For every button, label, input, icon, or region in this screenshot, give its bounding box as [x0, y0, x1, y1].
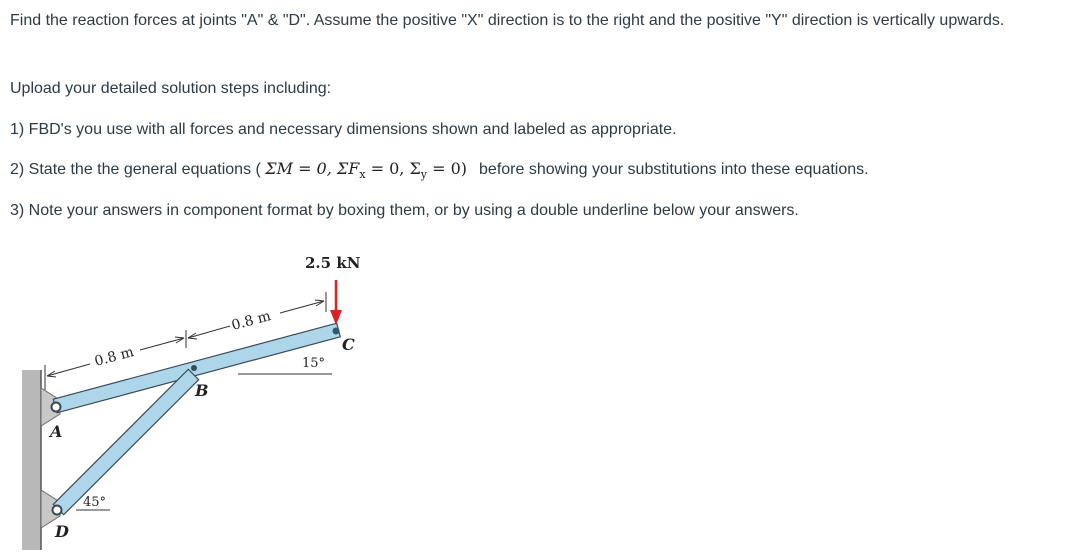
upload-instructions: Upload your detailed solution steps including:	[10, 80, 332, 97]
equilibrium-equations	[265, 159, 468, 182]
requirement-equations	[10, 155, 869, 188]
requirement-fbd: 1) FBD's you use with all forces and necessary dimensions shown and labeled as appropriate.	[10, 121, 677, 138]
load-arrowhead	[330, 310, 342, 325]
point-label-d: D	[55, 522, 69, 541]
wall	[22, 370, 41, 550]
point-label-b: B	[195, 381, 209, 400]
dim-line-right-b	[280, 301, 324, 313]
angle-label-c: 15°	[302, 356, 326, 371]
pin-d	[53, 506, 62, 515]
sum-y-subscript: y	[420, 168, 428, 182]
requirement-answers: 3) Note your answers in component format by boxing them, or by using a double underline below your answers.	[10, 202, 799, 219]
sum-fx-eq: = 0,	[365, 159, 410, 178]
sum-fx-subscript: x	[359, 168, 366, 182]
load-label: 2.5 kN	[305, 254, 361, 272]
angle-label-d: 45°	[83, 495, 107, 510]
sum-y: Σ	[409, 159, 421, 178]
sum-y-eq: = 0)	[427, 159, 468, 178]
dim-label-right: 0.8 m	[229, 308, 273, 334]
pin-a	[52, 403, 61, 412]
dim-line-left-a	[47, 364, 90, 376]
dim-line-right-a	[188, 326, 230, 338]
point-label-a: A	[50, 422, 63, 441]
requirement-equations-suffix: before showing your substitutions into these equations.	[479, 161, 869, 178]
pin-b	[191, 365, 197, 371]
pin-c	[333, 328, 340, 335]
problem-statement: Find the reaction forces at joints "A" & "D". Assume the positive "X" direction is to the right and the positive "Y" direction is vertically upwards.	[10, 12, 1005, 29]
dim-label-left: 0.8 m	[92, 344, 136, 370]
frame-diagram	[0, 240, 420, 555]
dim-line-left-b	[140, 338, 184, 350]
point-label-c: C	[342, 335, 355, 354]
sum-fx: ΣF	[336, 159, 360, 178]
sum-moments: ΣM = 0,	[265, 159, 337, 178]
requirement-equations-prefix: 2) State the the general equations (	[10, 161, 266, 178]
